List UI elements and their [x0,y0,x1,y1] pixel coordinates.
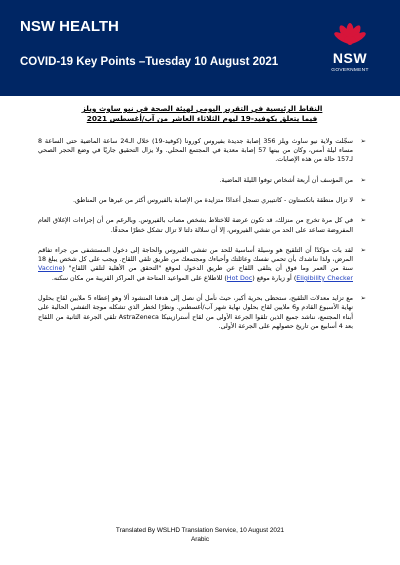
key-point [38,176,366,185]
key-point [38,196,366,205]
header-banner [0,0,400,96]
document-title-line-1: النقاط الرئيسية في التقرير اليومي لهيئة الصحة في نيو ساوث ويلز [81,104,323,113]
key-point [38,246,366,283]
document-body [38,104,366,342]
nsw-government-logo [326,14,374,80]
key-point-text: من المؤسف أن أربعة أشخاص توفوا الليلة الماضية. [219,176,353,184]
key-point [38,137,366,165]
header-title: NSW HEALTH [20,18,119,35]
header-subtitle: COVID-19 Key Points –Tuesday 10 August 2021 [20,56,279,68]
key-points-list [38,137,366,331]
arrow-bullet-icon: ➢ [360,175,366,184]
document-title [38,104,366,125]
key-point-text-middle: ) أو زيارة موقع ( [252,274,297,282]
arrow-bullet-icon: ➢ [360,245,366,254]
key-point [38,294,366,331]
arrow-bullet-icon: ➢ [360,216,366,225]
waratah-logo-icon [326,14,374,50]
arrow-bullet-icon: ➢ [360,294,366,303]
key-point-text-before: لقد بات مؤكدًا أن التلقيح هو وسيلة أساسية للحد من تفشي الفيروس والحاجة إلى دخول المستشفى من جراء تفاقم المرض، ولذا نناشدك بأن تحمي نفسك وعائلتك وأحباءك ومجتمعك من طريق تلقي اللقاح. ويجب على كل شخص يبلغ 18 سنة من العمر وما فوق أن يتلقى اللقاح عن طريق الدخول لموقع "التحقق من الأهلية لتلقي اللقاح" ( [38,246,353,273]
footer-translation-credit: Translated By WSLHD Translation Service, 10 August 2021 [115,527,285,534]
vaccine-eligibility-checker-link[interactable]: Vaccine Eligibility Checker [38,265,353,282]
key-point-text: سجّلت ولاية نيو ساوث ويلز 356 إصابة جديدة بفيروس كورونا (كوفيد-19) خلال الـ24 ساعة الماضية حتى الساعة 8 مساء ليلة أمس، وكان من بينها 57 إصابة معدية في المجتمع المحلي. ولا يزال التحقيق جاريًا في وضع الحجر الصحي لـ157 حالة من هذه الإصابات. [38,137,353,164]
footer [0,526,400,544]
key-point-text: لا تزال منطقة بانكستاون - كانتيبري تسجل أعدادًا متزايدة من الإصابة بالفيروس أكثر من غيرها من المناطق. [73,197,353,204]
document-title-line-2: فيما يتعلق بكوفيد-19 ليوم الثلاثاء العاشر من آب/أغسطس 2021 [86,114,318,124]
footer-language: Arabic [190,536,210,543]
logo-subtext: GOVERNMENT [331,68,369,73]
arrow-bullet-icon: ➢ [360,136,366,145]
key-point [38,216,366,235]
key-point-text: مع تزايد معدلات التلقيح، ستحظى بحرية أكبر، حيث نأمل أن نصل إلى هدفنا المنشود ألا وهو إعطاء 5 ملايين لقاح بحلول نهاية الأسبوع القادم و6 ملايين لقاح بحلول نهاية شهر آب/أغسطس. ونظرًا لخطر الذي تشكله موجة التفشي الحالية على أبناء المجتمع، نناشد جميع الذين تلقوا الجرعة الأولى من لقاح أسترازينيكا AstraZeneca تلقي الجرعة الثانية من اللقاح بعد 4 أسابيع من تاريخ حصولهم على الجرعة الأولى. [38,295,354,330]
key-point-text: في كل مرة تخرج من منزلك، قد تكون عرضة للاختلاط بشخص مصاب بالفيروس. وبالرغم من أن إجراءات الإغلاق العام المفروضة تساعد على الحد من تفشي الفيروس، إلا أن سلالة دلتا لا تزال تشكل خطرًا محدقًا. [38,217,353,234]
logo-text: NSW [332,50,368,66]
arrow-bullet-icon: ➢ [360,196,366,204]
hot-doc-link[interactable]: Hot Doc [226,274,253,282]
key-point-text-after: ) للاطلاع على المواعيد المتاحة في المراكز القريبة من مكان سكنه. [51,274,227,282]
